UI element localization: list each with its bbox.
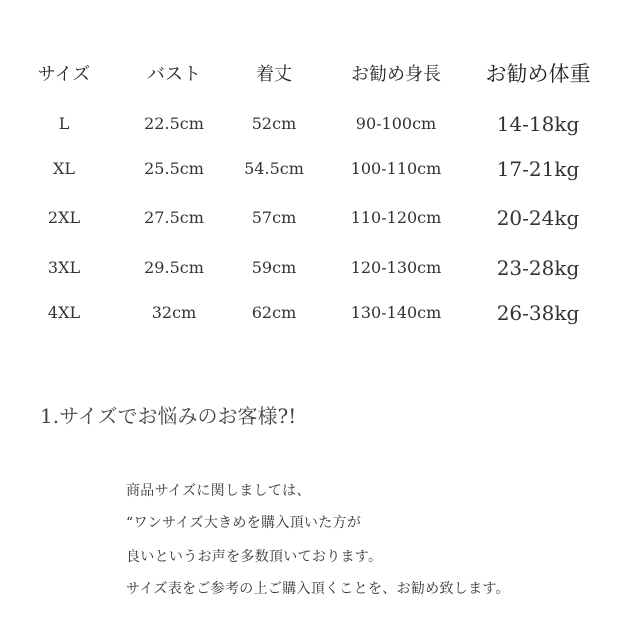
table-cell-weight: 26-38kg [496,301,580,325]
table-cell-bust: 32cm [151,303,197,322]
header-bust: バスト [147,64,201,85]
table-cell-length: 52cm [251,114,297,133]
section-title: 1.サイズでお悩みのお客様?! [40,404,297,428]
table-cell-height: 110-120cm [350,208,442,227]
header-length: 着丈 [256,64,292,85]
table-cell-height: 90-100cm [355,114,437,133]
header-size: サイズ [37,64,91,85]
table-cell-length: 59cm [251,258,297,277]
table-cell-size: 2XL [47,208,81,227]
table-cell-length: 62cm [251,303,297,322]
note-line: サイズ表をご参考の上ご購入頂くことを、お勧め致します。 [126,581,510,597]
table-cell-size: 4XL [47,303,81,322]
table-cell-bust: 29.5cm [144,258,204,277]
table-cell-weight: 23-28kg [496,256,580,280]
header-recommended-height: お勧め身長 [351,64,441,85]
note-line: “ワンサイズ大きめを購入頂いた方が [126,515,362,531]
table-cell-size: XL [52,159,76,178]
note-line: 良いというお声を多数頂いております。 [126,549,383,565]
table-cell-height: 120-130cm [350,258,442,277]
table-cell-weight: 14-18kg [496,112,580,136]
table-cell-size: L [58,114,70,133]
table-cell-size: 3XL [47,258,81,277]
table-cell-height: 130-140cm [350,303,442,322]
table-cell-weight: 20-24kg [496,206,580,230]
table-cell-bust: 27.5cm [144,208,204,227]
table-cell-weight: 17-21kg [496,157,580,181]
header-recommended-weight: お勧め体重 [485,62,591,86]
note-line: 商品サイズに関しましては、 [126,483,311,499]
table-cell-height: 100-110cm [350,159,442,178]
table-cell-bust: 22.5cm [144,114,204,133]
table-cell-length: 54.5cm [244,159,304,178]
table-cell-bust: 25.5cm [144,159,204,178]
table-cell-length: 57cm [251,208,297,227]
